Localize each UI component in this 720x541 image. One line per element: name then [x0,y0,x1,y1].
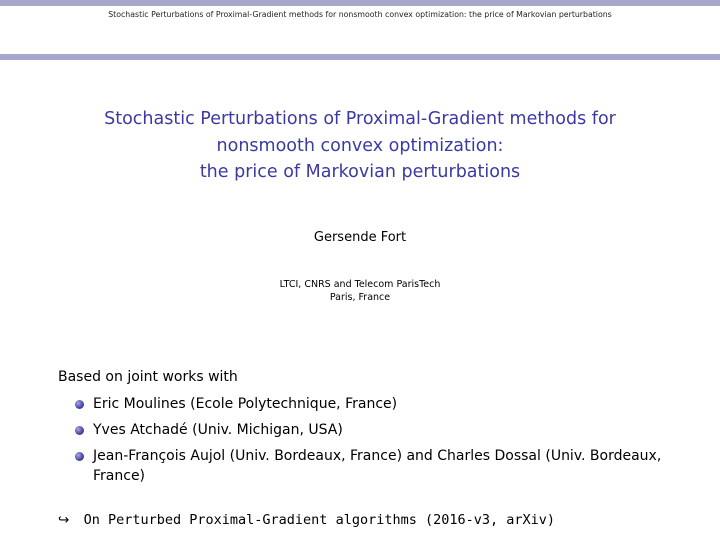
header-separator [0,54,720,60]
title-line-3: the price of Markovian perturbations [199,162,521,182]
list-item-text: Jean-François Aujol (Univ. Bordeaux, France) and Charles Dossal (Univ. Bordeaux, France) [93,448,662,484]
hook-arrow-icon: ↪ [58,512,70,528]
bullet-icon [75,400,84,409]
list-item [75,446,675,486]
reference-line [58,512,555,528]
author-name: Gersende Fort [313,230,407,245]
bullet-icon [75,452,84,461]
list-item-text: Yves Atchadé (Univ. Michigan, USA) [93,422,343,438]
affiliation-line-2: Paris, France [329,292,391,303]
top-bar [0,0,720,6]
intro-text: Based on joint works with [58,369,238,385]
title-line-2: nonsmooth convex optimization: [216,135,504,156]
presentation-title [0,106,720,186]
list-item [75,420,675,440]
list-item-text: Eric Moulines (Ecole Polytechnique, France) [93,396,398,412]
bullet-icon [75,426,84,435]
title-line-1: Stochastic Perturbations of Proximal-Gradient methods for [104,109,616,129]
affiliation-line-1: LTCI, CNRS and Telecom ParisTech [279,279,441,290]
running-title: Stochastic Perturbations of Proximal-Gradient methods for nonsmooth convex optimization: the price of Markovian perturbations [108,10,612,19]
list-item [75,394,675,414]
affiliation [0,278,720,304]
reference-text: On Perturbed Proximal-Gradient algorithms (2016-v3, arXiv) [83,512,556,528]
collaborator-list [75,394,675,492]
